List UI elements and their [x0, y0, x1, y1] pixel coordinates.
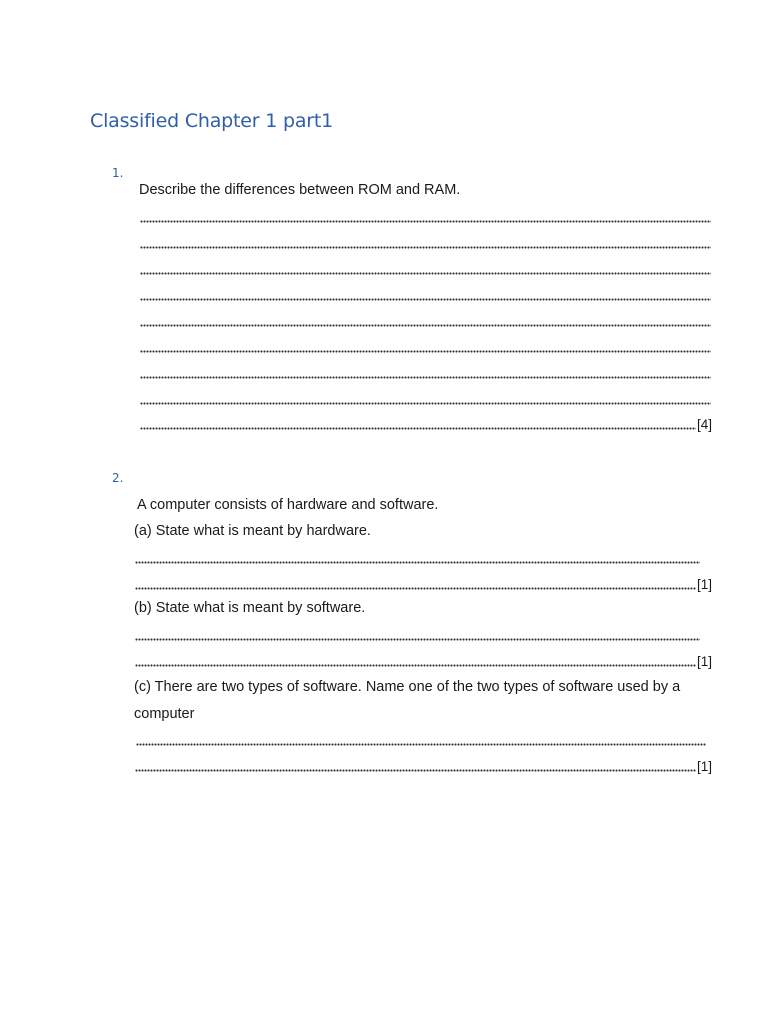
question-2a-prompt: (a) State what is meant by hardware.	[134, 523, 371, 539]
question-2b-prompt: (b) State what is meant by software.	[134, 600, 366, 616]
answer-line-final	[135, 577, 712, 593]
answer-line	[140, 210, 711, 226]
marks-label: [4]	[696, 417, 712, 432]
marks-label: [1]	[696, 654, 712, 669]
answer-line	[136, 733, 706, 749]
answer-line	[140, 288, 711, 304]
marks-label: [1]	[696, 759, 712, 774]
answer-line	[140, 314, 711, 330]
question-2c-prompt-line1: (c) There are two types of software. Name one of the two types of software used by a	[134, 679, 681, 695]
answer-line	[140, 392, 711, 408]
answer-line	[140, 340, 711, 356]
question-2-number: 2.	[112, 471, 124, 485]
answer-line-final	[135, 654, 712, 670]
answer-line	[135, 551, 700, 567]
answer-line	[135, 628, 700, 644]
answer-line	[140, 236, 711, 252]
page-title: Classified Chapter 1 part1	[90, 110, 334, 132]
question-1-prompt: Describe the differences between ROM and RAM.	[139, 182, 461, 198]
marks-label: [1]	[696, 577, 712, 592]
answer-line	[140, 366, 711, 382]
answer-line	[140, 262, 711, 278]
question-2c-prompt-line2: computer	[134, 706, 195, 722]
answer-line-final	[135, 759, 712, 775]
question-1-number: 1.	[112, 166, 124, 180]
answer-line-final	[140, 417, 712, 433]
question-2-intro: A computer consists of hardware and software.	[137, 497, 439, 513]
